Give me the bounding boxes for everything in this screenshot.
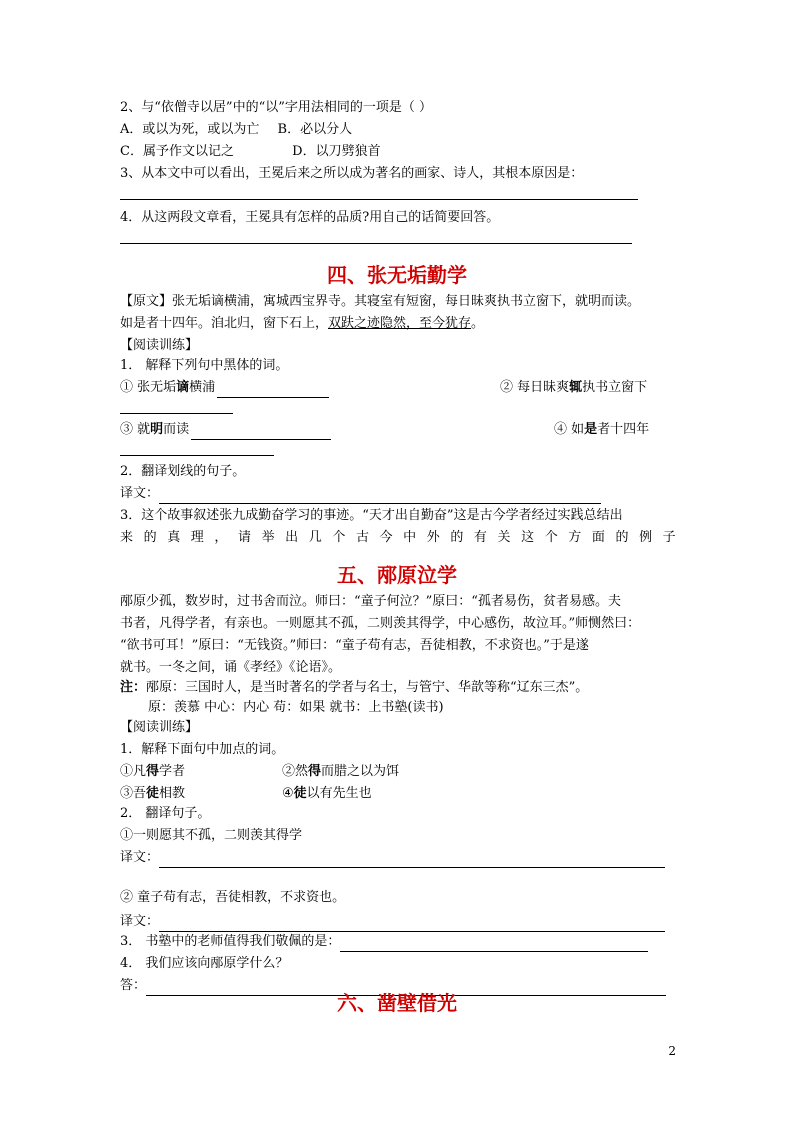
question-3 — [120, 932, 648, 952]
spaced-char: 关 — [497, 530, 511, 545]
passage-line: 书者，凡得学者，有亲也。一则愿其不孤，二则羡其得学，中心感伤，故泣耳。”师恻然曰： — [120, 616, 641, 631]
spaced-char: 的 — [615, 530, 629, 545]
passage-line: 邴原少孤，数岁时，过书舍而泣。师曰：“童子何泣？”原曰：“孤者易伤，贫者易感。夫 — [120, 594, 621, 609]
spaced-char: 理 — [190, 530, 204, 545]
item-1 — [120, 378, 329, 398]
dotted-word: 徒 — [146, 786, 160, 801]
translation-line — [120, 912, 665, 932]
section-title: 四、张无垢勤学 — [327, 263, 467, 287]
answer-blank — [191, 425, 331, 440]
translation-label: 译文： — [120, 486, 160, 501]
spaced-char: 的 — [143, 530, 157, 545]
item-2 — [500, 378, 647, 398]
dotted-word: 得 — [308, 764, 322, 779]
word-text: 以有先生也 — [306, 786, 372, 801]
original-text-2 — [120, 314, 484, 334]
word-text: ①凡 — [120, 764, 147, 779]
page-number: 2 — [668, 1044, 676, 1058]
answer-label: 答： — [120, 978, 147, 993]
spaced-char: 真 — [167, 530, 181, 545]
answer-line — [120, 199, 638, 200]
item-3 — [120, 420, 331, 440]
word-text: ③吾 — [120, 786, 147, 801]
word-text: 学者 — [159, 764, 186, 779]
spaced-char: 有 — [473, 530, 487, 545]
option-a: A．或以为死，或以为亡 — [120, 122, 260, 137]
spaced-char: 子 — [662, 530, 676, 545]
spaced-char: 个 — [544, 530, 558, 545]
item-text: ② 每日昧爽 — [500, 380, 570, 395]
question-1: 1．解释下面句中加点的词。 — [120, 742, 285, 757]
spaced-char: 来 — [120, 530, 134, 545]
item-text: 者十四年 — [597, 422, 650, 437]
word-text: 而腊之以为饵 — [321, 764, 400, 779]
note — [120, 678, 588, 698]
translation-line — [120, 484, 601, 504]
word-text: ②然 — [282, 764, 309, 779]
underlined-sentence: 双趺之迹隐然，至今犹存 — [328, 316, 472, 331]
question-4: 4．从这两段文章看，王冕具有怎样的品质?用自己的话简要回答。 — [120, 210, 500, 225]
translation-label: 译文： — [120, 914, 160, 929]
word-4 — [282, 784, 372, 804]
section-title: 五、邴原泣学 — [337, 563, 457, 587]
item-text: 而读 — [163, 422, 190, 437]
item-text: 横浦 — [189, 380, 216, 395]
answer-blank — [217, 383, 329, 398]
bold-word: 明 — [150, 422, 164, 437]
sentence-2: ② 童子苟有志，吾徒相教，不求资也。 — [120, 890, 346, 905]
spaced-char: 今 — [379, 530, 393, 545]
question-2: 2、与“依僧寺以居”中的“以”字用法相同的一项是（ ） — [120, 100, 432, 115]
word-2 — [282, 762, 399, 782]
question-2: 2． 翻译句子。 — [120, 806, 211, 821]
item-text: ④ 如 — [554, 422, 585, 437]
translation-line — [120, 848, 665, 868]
spaced-char: 出 — [285, 530, 299, 545]
answer-blank — [159, 853, 665, 868]
text-part: 如是者十四年。洎北归，窗下石上， — [120, 316, 329, 331]
word-1 — [120, 762, 185, 782]
word-text: ④ — [282, 786, 294, 801]
dotted-word: 徒 — [293, 786, 307, 801]
spaced-char: 中 — [403, 530, 417, 545]
options-cd — [120, 142, 381, 162]
question-3: 3．这个故事叙述张九成勤奋学习的事迹。“天才出自勤奋”这是古今学者经过实践总结出 — [120, 508, 623, 523]
question-2: 2．翻译划线的句子。 — [120, 464, 246, 479]
spaced-char: ， — [214, 530, 228, 545]
training-heading: 【阅读训练】 — [120, 338, 199, 353]
spaced-char: 个 — [332, 530, 346, 545]
question-4: 4． 我们应该向邴原学什么？ — [120, 956, 289, 971]
bold-word: 谪 — [176, 380, 190, 395]
answer-blank — [340, 937, 648, 952]
item-text: 执书立窗下 — [582, 380, 648, 395]
item-4 — [554, 420, 649, 440]
spaced-char: 方 — [568, 530, 582, 545]
options-ab — [120, 120, 352, 140]
question-text: 3． 书塾中的老师值得我们敬佩的是： — [120, 934, 341, 949]
question-3-cont — [120, 528, 676, 548]
spaced-char: 例 — [639, 530, 653, 545]
passage-line: 就书。一冬之间，诵《孝经》《论语》。 — [120, 660, 342, 675]
answer-line — [120, 243, 632, 244]
option-b: B．必以分人 — [277, 122, 353, 137]
spaced-char: 的 — [450, 530, 464, 545]
sentence-1: ①一则愿其不孤，二则羡其得学 — [120, 828, 303, 843]
question-3: 3、从本文中可以看出，王冕后来之所以成为著名的画家、诗人，其根本原因是： — [120, 166, 584, 181]
dotted-word: 得 — [146, 764, 160, 779]
note-label: 注： — [120, 680, 147, 695]
word-3 — [120, 784, 185, 804]
option-d: D．以刀劈狼首 — [292, 144, 381, 159]
spaced-char: 外 — [426, 530, 440, 545]
spaced-char: 面 — [591, 530, 605, 545]
answer-blank — [159, 917, 665, 932]
spaced-char: 古 — [355, 530, 369, 545]
item-text: ① 张无垢 — [120, 380, 177, 395]
note-glossary: 原：羡慕 中心：内心 苟：如果 就书：上书塾(读书) — [148, 700, 444, 715]
bold-word: 辄 — [569, 380, 583, 395]
item-text: ③ 就 — [120, 422, 151, 437]
note-text: 邴原：三国时人，是当时著名的学者与名士，与管宁、华歆等称“辽东三杰”。 — [146, 680, 589, 695]
spaced-char: 举 — [261, 530, 275, 545]
option-c: C．属予作文以记之 — [120, 144, 234, 159]
spaced-char: 请 — [237, 530, 251, 545]
training-heading: 【阅读训练】 — [120, 720, 199, 735]
answer-line — [120, 413, 233, 414]
original-text: 【原文】张无垢谪横浦，寓城西宝界寺。其寝室有短窗，每日昧爽执书立窗下，就明而读。 — [120, 294, 641, 309]
spaced-char: 几 — [308, 530, 322, 545]
spaced-char: 这 — [521, 530, 535, 545]
answer-blank — [159, 489, 601, 504]
translation-label: 译文： — [120, 850, 160, 865]
text-part: 。 — [471, 316, 485, 331]
section-title: 六、凿壁借光 — [337, 991, 457, 1015]
question-1: 1． 解释下列句中黑体的词。 — [120, 358, 289, 373]
answer-line — [120, 455, 274, 456]
passage-line: “欲书可耳！”原曰：“无钱资。”师曰：“童子苟有志，吾徒相教，不求资也。”于是遂 — [120, 638, 589, 653]
bold-word: 是 — [584, 422, 598, 437]
word-text: 相教 — [159, 786, 186, 801]
